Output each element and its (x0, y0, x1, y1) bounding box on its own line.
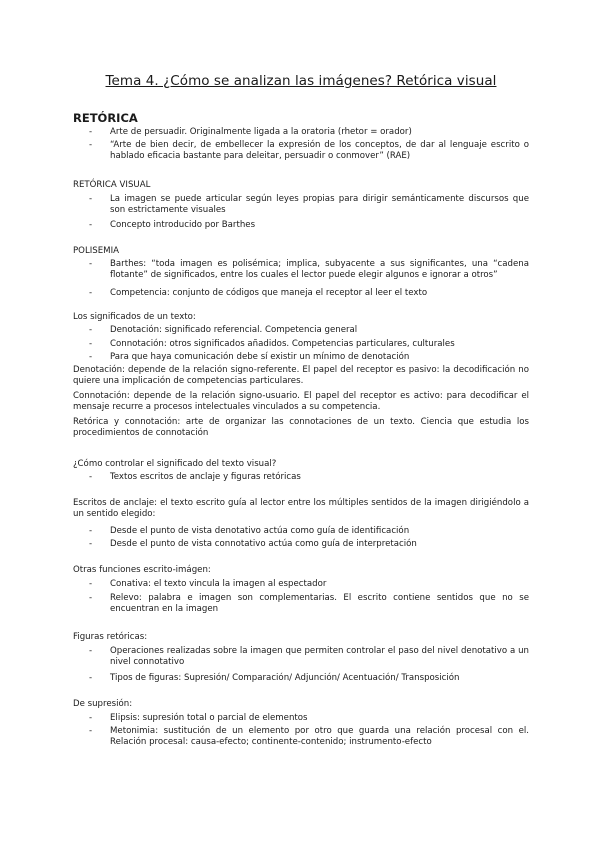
bullet-dash: - (89, 673, 93, 683)
bullet-dash: - (89, 713, 93, 723)
list-item-text: Competencia: conjunto de códigos que maneja el receptor al leer el texto (110, 288, 428, 298)
list-item-text: Metonimia: sustitución de un elemento por otro que guarda una relación procesal con el. Relación procesal: causa-efecto; continente-contenido; instrumento-efecto (110, 726, 529, 747)
bullet-dash: - (89, 539, 93, 549)
section-heading-retorica: RETÓRICA (73, 111, 138, 125)
section-heading-retorica-visual: RETÓRICA VISUAL (73, 180, 151, 190)
list-item (89, 673, 529, 684)
list-item-text: Desde el punto de vista denotativo actúa como guía de identificación (110, 526, 410, 536)
paragraph-anclaje: Escritos de anclaje: el texto escrito guía al lector entre los múltiples sentidos de la imagen dirigiéndolo a un sentido elegido: (73, 498, 529, 519)
bullet-dash: - (89, 726, 93, 736)
list-item-text: Concepto introducido por Barthes (110, 220, 256, 230)
list-item (89, 579, 529, 590)
list-item (89, 288, 529, 299)
list-item-text: Operaciones realizadas sobre la imagen que permiten controlar el paso del nivel denotativo a un nivel connotativo (110, 646, 529, 667)
list-item-text: Desde el punto de vista connotativo actúa como guía de interpretación (110, 539, 417, 549)
paragraph-retorica-connotacion: Retórica y connotación: arte de organizar las connotaciones de un texto. Ciencia que estudia los procedimientos de connotación (73, 417, 529, 438)
bullet-dash: - (89, 140, 93, 150)
bullet-dash: - (89, 288, 93, 298)
bullet-dash: - (89, 259, 93, 269)
section-heading-otras-funciones: Otras funciones escrito-imágen: (73, 565, 211, 575)
bullet-dash: - (89, 352, 93, 362)
list-item-text: Denotación: significado referencial. Competencia general (110, 325, 358, 335)
bullet-dash: - (89, 127, 93, 137)
list-item (89, 339, 529, 350)
bullet-dash: - (89, 526, 93, 536)
list-item (89, 220, 529, 231)
list-item (89, 194, 529, 216)
list-item (89, 526, 529, 537)
list-item (89, 539, 529, 550)
section-heading-significados: Los significados de un texto: (73, 312, 196, 322)
list-item (89, 593, 529, 615)
list-item (89, 646, 529, 668)
list-item-text: Barthes: “toda imagen es polisémica; implica, subyacente a sus significantes, una “cadena flotante” de significados, entre los cuales el lector puede elegir algunos e ignorar a otros” (110, 259, 529, 280)
page-title: Tema 4. ¿Cómo se analizan las imágenes? Retórica visual (105, 73, 497, 89)
list-item-text: Textos escritos de anclaje y figuras retóricas (110, 472, 301, 482)
bullet-dash: - (89, 472, 93, 482)
list-item-text: Connotación: otros significados añadidos. Competencias particulares, culturales (110, 339, 455, 349)
list-item (89, 713, 529, 724)
list-item (89, 140, 529, 162)
section-heading-figuras: Figuras retóricas: (73, 632, 148, 642)
list-item-text: Para que haya comunicación debe sí existir un mínimo de denotación (110, 352, 410, 362)
bullet-dash: - (89, 593, 93, 603)
bullet-dash: - (89, 646, 93, 656)
bullet-dash: - (89, 339, 93, 349)
list-item (89, 325, 529, 336)
list-item-text: Elipsis: supresión total o parcial de elementos (110, 713, 308, 723)
list-item (89, 352, 529, 363)
list-item (89, 127, 529, 138)
bullet-dash: - (89, 579, 93, 589)
list-item-text: Tipos de figuras: Supresión/ Comparación/ Adjunción/ Acentuación/ Transposición (110, 673, 460, 683)
list-item-text: Relevo: palabra e imagen son complementarias. El escrito contiene sentidos que no se encuentran en la imagen (110, 593, 529, 614)
list-item (89, 472, 529, 483)
list-item (89, 726, 529, 748)
bullet-dash: - (89, 194, 93, 204)
list-item (89, 259, 529, 281)
list-item-text: “Arte de bien decir, de embellecer la expresión de los conceptos, de dar al lenguaje escrito o hablado eficacia bastante para deleitar, persuadir o conmover” (RAE) (110, 140, 529, 161)
paragraph-denotacion: Denotación: depende de la relación signo-referente. El papel del receptor es pasivo: la decodificación no quiere una implicación de competencias particulares. (73, 365, 529, 386)
list-item-text: Conativa: el texto vincula la imagen al espectador (110, 579, 327, 589)
section-heading-controlar: ¿Cómo controlar el significado del texto visual? (73, 459, 277, 469)
bullet-dash: - (89, 220, 93, 230)
section-heading-supresion: De supresión: (73, 699, 133, 709)
list-item-text: La imagen se puede articular según leyes propias para dirigir semánticamente discursos que son estrictamente visuales (110, 194, 529, 215)
bullet-dash: - (89, 325, 93, 335)
list-item-text: Arte de persuadir. Originalmente ligada a la oratoria (rhetor = orador) (110, 127, 412, 137)
paragraph-connotacion: Connotación: depende de la relación signo-usuario. El papel del receptor es activo: para decodificar el mensaje recurre a procesos intelectuales vinculados a su competencia. (73, 391, 529, 412)
section-heading-polisemia: POLISEMIA (73, 246, 119, 256)
